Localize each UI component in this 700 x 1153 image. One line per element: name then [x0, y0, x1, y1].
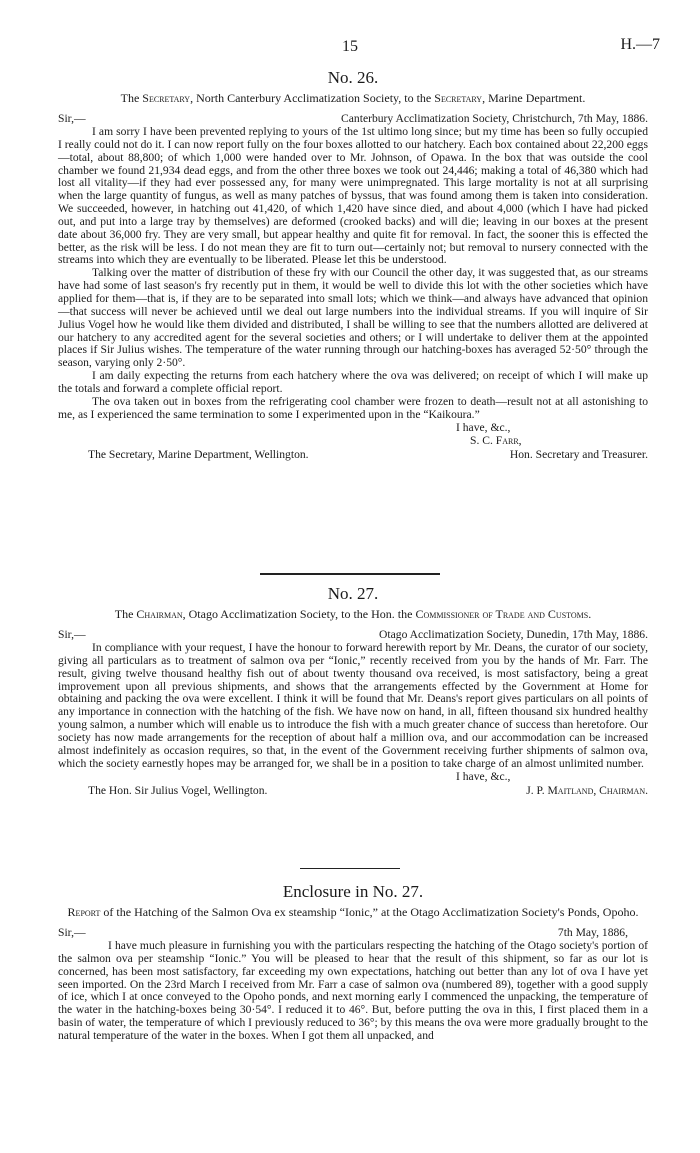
letter-closing: I have, &c., S. C. Farr, [58, 421, 648, 447]
signature-title: Hon. Secretary and Treasurer. [509, 448, 648, 462]
paragraph: In compliance with your request, I have the honour to forward herewith report by Mr. Deans, the curator of our society, giving all particulars as to treatment of salmon ova per “Ionic,” recently received from you by the hands of Mr. Farr. The result, giving twelve thousand healthy fish out of about twenty thousand ova received, is most satisfactory, being a great improvement upon all previous shipments, and shows that the arrangements effected by the Government at Home for obtaining and packing the ova were excellent. I think it will be found that Mr. Deans's report gives particulars on all points of any importance in connection with the hatching of the fish. We have now on hand, in all, fifteen thousand six hundred healthy young salmon, a number which will enable us to introduce the fish with a much greater chance of success than heretofore. Our society has now made arrangements for the reception of about half a million ova, and our accommodation can be increased almost indefinitely as occasion requires, so that, in the event of the Government receiving further shipments of salmon ova, which the society earnestly hopes may be arranged for, we shall be in a position to take charge of an almost unlimited number. [58, 641, 648, 770]
paragraph: I have much pleasure in furnishing you with the particulars respecting the hatching of the Otago society's portion of the salmon ova per steamship “Ionic.” You will be pleased to hear that the result of this shipment, so far as our lot is concerned, has been most satisfactory, far exceeding my own expectations, hatching out better than any lot of ova I have yet seen imported. On the 23rd March I received from Mr. Farr a case of salmon ova (numbered 89), together with a good supply of ice, which I at once conveyed to the Opoho ponds, and next morning early I commenced the unpacking, the temperature of the water in the hatching-boxes being 30·54°. I reduced it to 46°. But, before putting the ova in this, I first placed them in a basin of water, the temperature of which I previously reduced to 36°; by this means the ova were more gradually brought to the natural temperature of the water in the boxes. When I got them all unpacked, and [58, 939, 648, 1042]
place-date: 7th May, 1886, [557, 926, 628, 939]
page-number: 15 [342, 38, 358, 55]
enclosure-heading: Enclosure in No. 27. [282, 882, 424, 901]
enclosure-body [58, 940, 648, 1043]
letter-heading: No. 26. [327, 68, 379, 87]
paragraph: I am daily expecting the returns from each hatchery where the ova was delivered; on receipt of which I will make up the totals and forward a complete official report. [58, 369, 648, 395]
signature: S. C. Farr, [470, 434, 522, 448]
place-date: Otago Acclimatization Society, Dunedin, 17th May, 1886. [379, 628, 648, 641]
letter-heading: No. 27. [327, 584, 379, 603]
letter-title: The Secretary, North Canterbury Acclimatization Society, to the Secretary, Marine Department. [120, 91, 586, 105]
salutation-line [58, 112, 648, 125]
enclosure-no-27 [58, 882, 648, 1043]
section-divider [300, 868, 400, 869]
section-divider [260, 573, 440, 575]
addressee-line [58, 784, 648, 797]
letter-body [58, 642, 648, 770]
letter-no-26 [58, 68, 648, 461]
enclosure-title: Report of the Hatching of the Salmon Ova ex steamship “Ionic,” at the Otago Acclimatization Society's Ponds, Opoho. [67, 905, 639, 919]
salutation: Sir,— [58, 926, 86, 939]
document-reference: H.—7 [620, 36, 660, 53]
letter-closing: I have, &c., [456, 770, 511, 784]
salutation: Sir,— [58, 628, 86, 641]
letter-no-27 [58, 584, 648, 797]
salutation: Sir,— [58, 112, 86, 125]
paragraph: The ova taken out in boxes from the refrigerating cool chamber were frozen to death—result not at all astonishing to me, as I experienced the same termination to some I experimented upon in the “Kaikoura.” [58, 394, 648, 421]
place-date: Canterbury Acclimatization Society, Christchurch, 7th May, 1886. [341, 112, 648, 125]
letter-body [58, 126, 648, 421]
paragraph: Talking over the matter of distribution of these fry with our Council the other day, it was suggested that, as our streams have had some of last season's fry recently put in them, it would be well to divide this lot with the other societies which have applied for them—that is, if they are to be separated into small lots; which we think—and always have advanced that opinion—that success will never be achieved until we deal out large numbers into the individual streams. If you will inquire of Sir Julius Vogel how he would like them divided and distributed, I shall be willing to see that the numbers allotted are delivered at our hatchery to any accredited agent for the several societies and others; or I will undertake to deliver them at the appointed places if Sir Julius wishes. The temperature of the water running through our hatching-boxes has averaged 52·50° through the season, varying only 2·50°. [58, 266, 648, 370]
addressee: The Secretary, Marine Department, Wellington. [88, 448, 309, 462]
paragraph: I am sorry I have been prevented replying to yours of the 1st ultimo long since; but my time has been so fully occupied I really could not do it. I can now report fully on the four boxes allotted to our hatchery. Each box contained about 22,200 eggs—total, about 88,800; of which 1,000 were handed over to Mr. Johnson, of Opawa. In the box that was outside the cool chamber we found 21,934 dead eggs, and from the other three boxes we took out 24,446; making a total of 46,380 which had lost all vitality—if they had ever possessed any, for many were unimpregnated. This large mortality is not at all surprising when the large quantity of fungus, as well as many patches of byssus, that was found among them is taken into consideration. We succeeded, however, in hatching out 41,420, of which 1,420 have since died, and about 4,000 (which I have had picked out, and put into a large tray by themselves) are deformed (crooked backs) and will die; leaving in our boxes at the present date about 36,000 fry. They are very small, but appear healthy and quite fit for removal. In fact, the sooner this is effected the better, as the risk will be less. I do not mean they are fit to turn out—certainly not; but removal to nursery connected with the streams into which they are eventually to be liberated. Please let this be understood. [58, 125, 648, 267]
addressee: The Hon. Sir Julius Vogel, Wellington. [88, 784, 268, 798]
addressee-line [58, 448, 648, 461]
salutation-line [58, 926, 648, 939]
salutation-line [58, 628, 648, 641]
letter-title: The Chairman, Otago Acclimatization Society, to the Hon. the Commissioner of Trade and Customs. [114, 607, 592, 621]
signature: J. P. Maitland, Chairman. [526, 784, 648, 798]
